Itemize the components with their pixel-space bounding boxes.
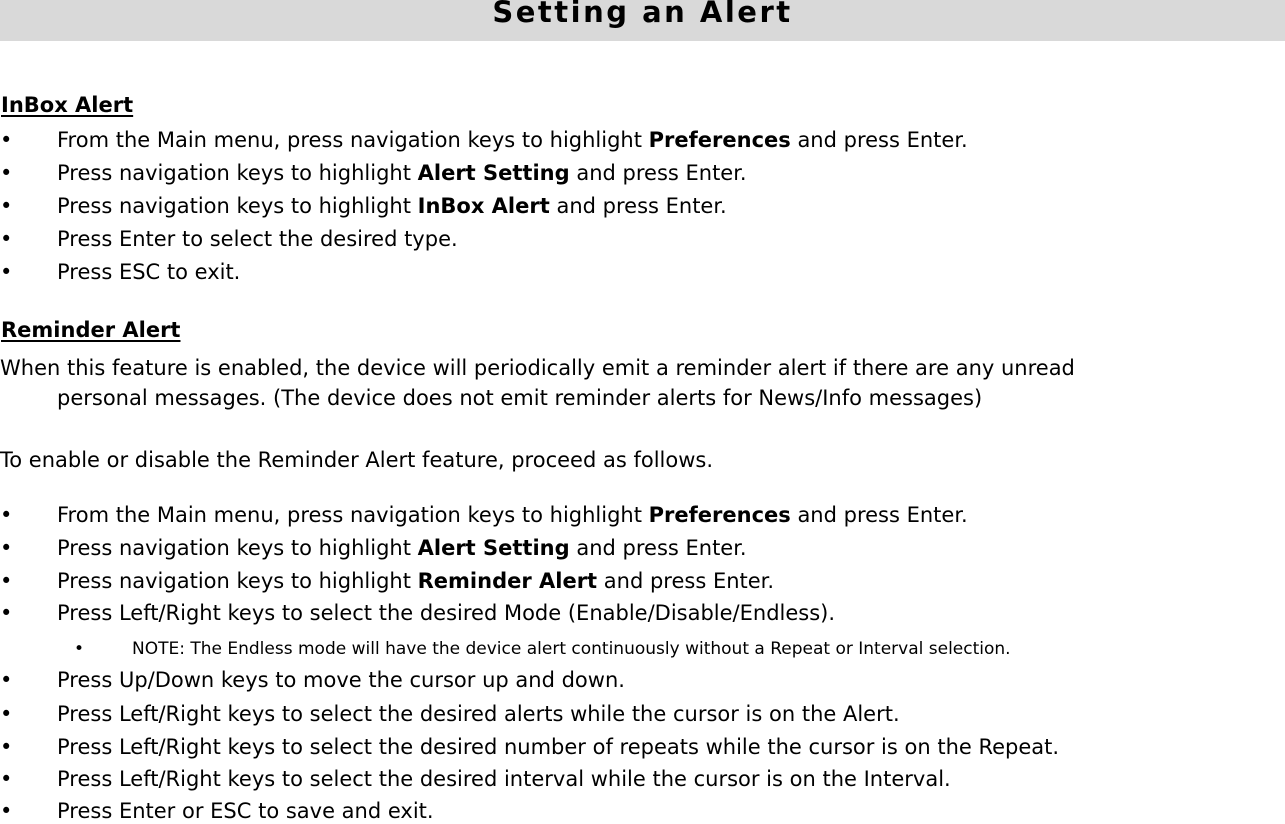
bullet-icon: • bbox=[0, 536, 13, 560]
bullet-icon: • bbox=[0, 735, 13, 759]
bullet-icon: • bbox=[0, 503, 13, 527]
bullet-icon: • bbox=[0, 799, 13, 823]
reminder-instructions-intro: To enable or disable the Reminder Alert feature, proceed as follows. bbox=[0, 448, 714, 472]
bullet-icon: • bbox=[0, 668, 13, 692]
bullet-icon: • bbox=[0, 601, 13, 625]
title-bar bbox=[0, 0, 1285, 41]
page-title: Setting an Alert bbox=[492, 0, 793, 29]
bullet-icon: • bbox=[0, 702, 13, 726]
bullet-icon: • bbox=[74, 639, 85, 659]
reminder-description: When this feature is enabled, the device will periodically emit a reminder alert if there are any unread personal messages. (The device does not emit reminder alerts for News/Info messages) bbox=[0, 356, 1075, 410]
bullet-icon: • bbox=[0, 227, 13, 251]
bullet-icon: • bbox=[0, 194, 13, 218]
bullet-icon: • bbox=[0, 128, 13, 152]
bullet-icon: • bbox=[0, 569, 13, 593]
bullet-icon: • bbox=[0, 767, 13, 791]
bullet-icon: • bbox=[0, 260, 13, 284]
inbox-alert-heading: InBox Alert bbox=[1, 93, 134, 117]
bullet-icon: • bbox=[0, 161, 13, 185]
reminder-alert-heading: Reminder Alert bbox=[1, 318, 181, 342]
